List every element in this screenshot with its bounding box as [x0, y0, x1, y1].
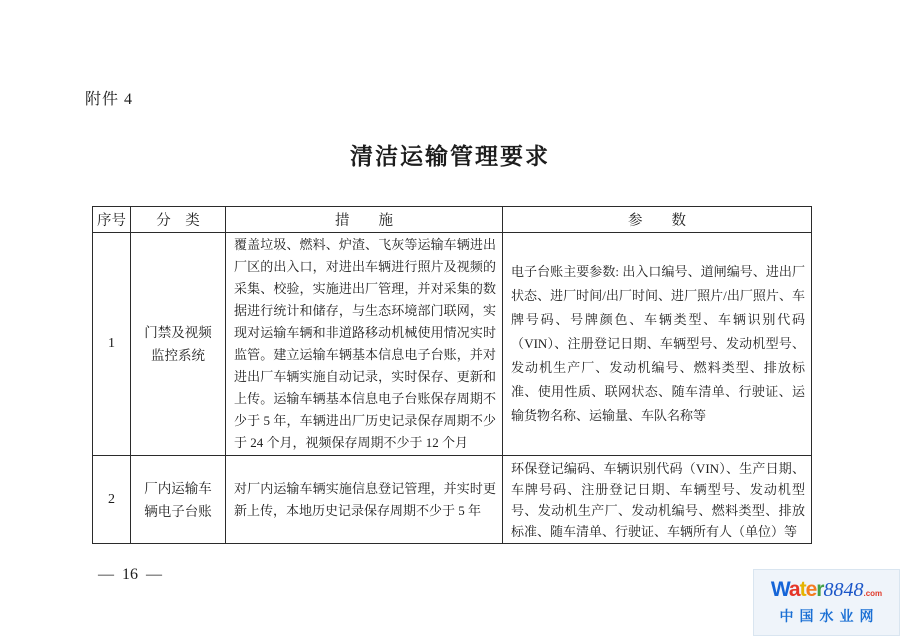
- row-2-category: 厂内运输车辆电子台账: [131, 456, 226, 544]
- brand-letter: a: [788, 578, 800, 601]
- row-2-measure: 对厂内运输车辆实施信息登记管理，并实时更新上传，本地历史记录保存周期不少于 5 年: [226, 456, 503, 544]
- header-measure: 措 施: [226, 207, 503, 233]
- row-2-parameter: 环保登记编码、车辆识别代码（VIN）、生产日期、车牌号码、注册登记日期、车辆型号、发动机型号、发动机生产厂、发动机编号、燃料类型、排放标准、随车清单、行驶证、车辆所有人（单位）等: [503, 456, 812, 544]
- watermark-subtitle: 中国水业网: [779, 608, 880, 624]
- brand-tld: .com: [863, 589, 883, 598]
- header-parameter: 参 数: [503, 207, 812, 233]
- row-2-seq: 2: [93, 456, 131, 544]
- watermark-box: [753, 569, 900, 636]
- brand-letter: t: [799, 578, 806, 601]
- watermark-brand-line: [771, 579, 882, 605]
- row-1-category: 门禁及视频监控系统: [131, 233, 226, 456]
- header-category: 分 类: [131, 207, 226, 233]
- requirements-table: [92, 206, 812, 544]
- table-header-row: [93, 207, 812, 233]
- brand-word: [771, 578, 824, 601]
- header-seq: 序号: [93, 207, 131, 233]
- table-row: [93, 456, 812, 544]
- brand-letter: W: [770, 578, 789, 601]
- row-1-seq: 1: [93, 233, 131, 456]
- brand-letter: e: [805, 578, 817, 601]
- page-title: 清洁运输管理要求: [350, 144, 550, 169]
- attachment-label: 附件 4: [85, 91, 134, 108]
- row-1-measure: 覆盖垃圾、燃料、炉渣、飞灰等运输车辆进出厂区的出入口，对进出车辆进行照片及视频的采集、校验，实施进出厂管理，并对采集的数据进行统计和储存，与生态环境部门联网，实现对运输车辆和非道路移动机械使用情况实时监管。建立运输车辆基本信息电子台账，并对进出厂车辆实施自动记录，实时保存、更新和上传。运输车辆基本信息电子台账保存周期不少于 5 年，车辆进出厂历史记录保存周期不少于 24 个月，视频保存周期不少于 12 个月: [226, 233, 503, 456]
- brand-letter: r: [816, 578, 824, 601]
- brand-number: 8848: [823, 579, 864, 601]
- table-row: [93, 233, 812, 456]
- row-1-parameter: 电子台账主要参数: 出入口编号、道闸编号、进出厂状态、进厂时间/出厂时间、进厂照片/出厂照片、车牌号码、号牌颜色、车辆类型、车辆识别代码（VIN）、注册登记日期、车辆型号、发动机型号、发动机生产厂、发动机编号、燃料类型、排放标准、使用性质、联网状态、随车清单、行驶证、运输货物名称、运输量、车队名称等: [503, 233, 812, 456]
- page-number: — 16 —: [98, 566, 162, 583]
